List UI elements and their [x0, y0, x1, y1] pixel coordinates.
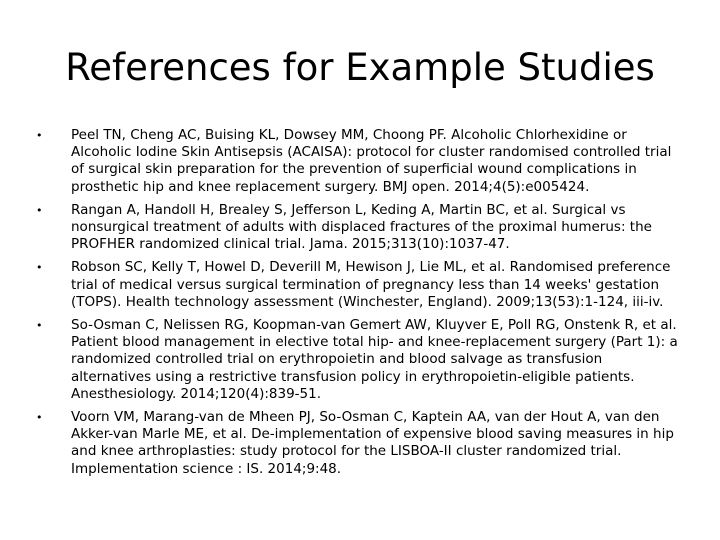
slide-title: References for Example Studies — [65, 46, 655, 89]
bullet-icon: • — [36, 319, 43, 333]
bullet-icon: • — [36, 261, 43, 275]
bullet-icon: • — [36, 411, 43, 425]
reference-text: So-Osman C, Nelissen RG, Koopman-van Gemert AW, Kluyver E, Poll RG, Onstenk R, et al. Patient blood management in elective total hip- and knee-replacement surgery (Part 1): a randomized controlled trial on erythropoietin and blood salvage as transfusion alternatives using a restrictive transfusion policy in erythropoietin-eligible patients. Anesthesiology. 2014;120(4):839-51. — [71, 317, 678, 402]
reference-item — [36, 259, 684, 311]
reference-text: Voorn VM, Marang-van de Mheen PJ, So-Osman C, Kaptein AA, van der Hout A, van den Akker-van Marle ME, et al. De-implementation of expensive blood saving measures in hip and knee arthroplasties: study protocol for the LISBOA-II cluster randomized trial. Implementation science : IS. 2014;9:48. — [71, 409, 674, 477]
reference-item — [36, 409, 684, 478]
bullet-icon: • — [36, 129, 43, 142]
reference-item — [36, 127, 684, 196]
reference-item — [36, 202, 684, 254]
reference-text: Peel TN, Cheng AC, Buising KL, Dowsey MM, Choong PF. Alcoholic Chlorhexidine or Alcoholic Iodine Skin Antisepsis (ACAISA): protocol for cluster randomised controlled trial of surgical skin preparation for the prevention of superficial wound complications in prosthetic hip and knee replacement surgery. BMJ open. 2014;4(5):e005424. — [71, 127, 672, 195]
reference-list — [36, 127, 684, 484]
reference-item — [36, 317, 684, 403]
bullet-icon: • — [36, 203, 43, 217]
reference-text: Robson SC, Kelly T, Howel D, Deverill M, Hewison J, Lie ML, et al. Randomised preference trial of medical versus surgical termination of pregnancy less than 14 weeks' gestation (TOPS). Health technology assessment (Winchester, England). 2009;13(53):1-124, iii-iv. — [71, 259, 671, 310]
reference-text: Rangan A, Handoll H, Brealey S, Jefferson L, Keding A, Martin BC, et al. Surgical vs nonsurgical treatment of adults with displaced fractures of the proximal humerus: the PROFHER randomized clinical trial. Jama. 2015;313(10):1037-47. — [71, 201, 652, 253]
